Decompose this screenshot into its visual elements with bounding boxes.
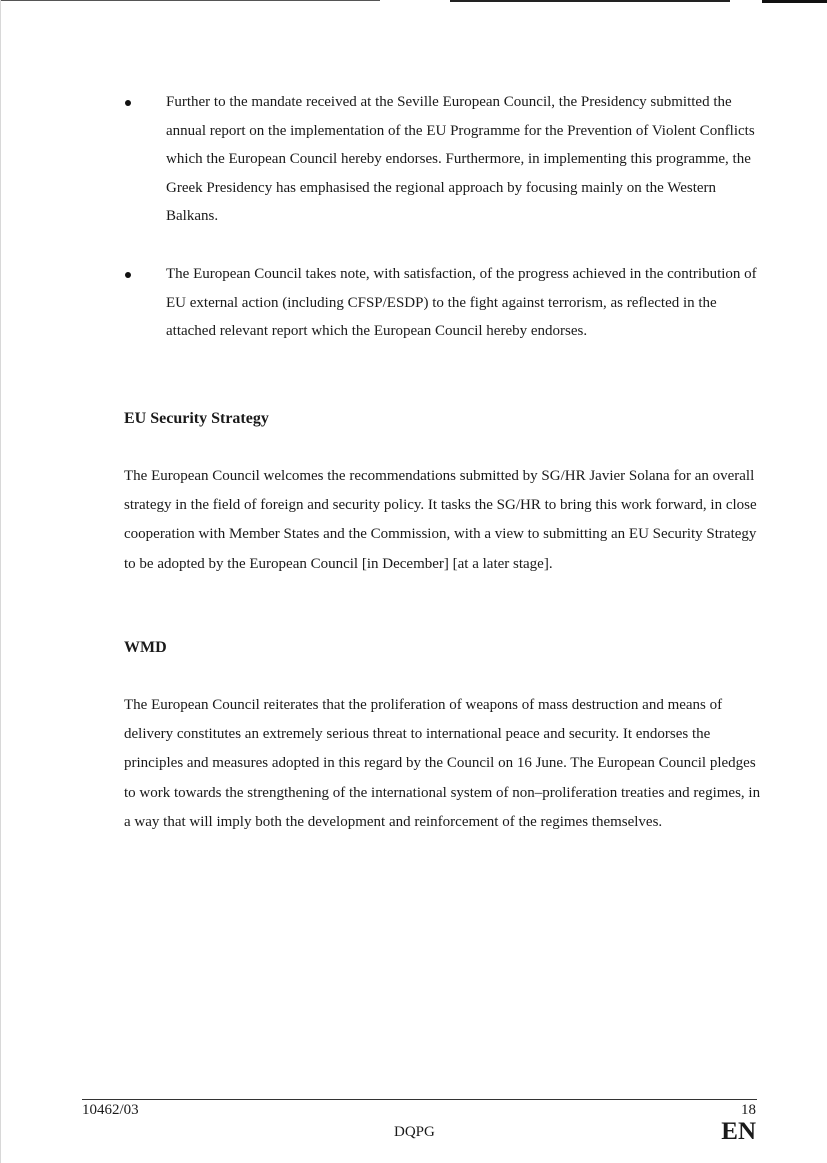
header-rule-left: [0, 0, 380, 1]
footer-language: EN: [721, 1118, 756, 1145]
section-heading-security-strategy: EU Security Strategy: [124, 410, 269, 427]
section-body-security-strategy: The European Council welcomes the recommendations submitted by SG/HR Javier Solana for an overall strategy in the field of foreign and security policy. It tasks the SG/HR to bring this work forward, in close cooperation with Member States and the Commission, with a view to submitting an EU Security Strategy to be adopted by the European Council [in December] [at a later stage].: [124, 468, 757, 572]
bullet-icon: [125, 272, 131, 278]
header-rule-right: [762, 0, 827, 3]
footer-page-number: 18: [741, 1102, 756, 1118]
bullet-text: The European Council takes note, with satisfaction, of the progress achieved in the contribution of EU external action (including CFSP/ESDP) to the fight against terrorism, as reflected in the attached relevant report which the European Council hereby endorses.: [166, 266, 757, 340]
header-rule-middle: [450, 0, 730, 2]
bullet-icon: [125, 100, 131, 106]
section-heading-wmd: WMD: [124, 639, 167, 656]
bullet-text: Further to the mandate received at the Seville European Council, the Presidency submitted the annual report on the implementation of the EU Programme for the Prevention of Violent Conflicts which the European Council hereby endorses. Furthermore, in implementing this programme, the Greek Presidency has emphasised the regional approach by focusing mainly on the Western Balkans.: [166, 94, 755, 225]
scan-margin-line: [0, 0, 1, 1163]
footer-rule: [82, 1099, 757, 1100]
footer-unit: DQPG: [394, 1124, 435, 1140]
section-body-wmd: The European Council reiterates that the proliferation of weapons of mass destruction and means of delivery constitutes an extremely serious threat to international peace and security. It endorses the principles and measures adopted in this regard by the Council on 16 June. The European Council pledges to work towards the strengthening of the international system of non–proliferation treaties and regimes, in a way that will imply both the development and reinforcement of the regimes themselves.: [124, 697, 761, 830]
footer-doc-ref: 10462/03: [82, 1102, 139, 1118]
